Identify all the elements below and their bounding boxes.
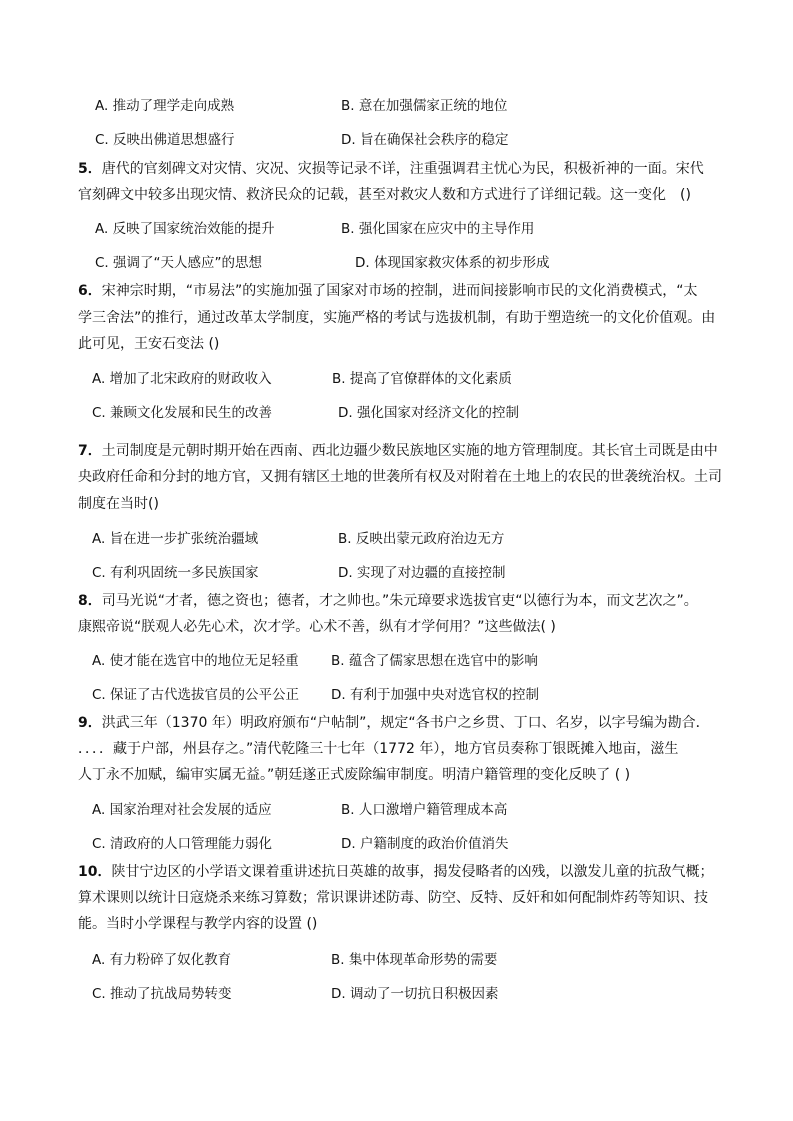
q10-text-1: 陕甘宁边区的小学语文课着重讲述抗日英雄的故事，揭发侵略者的凶残，以激发儿童的抗敌气概； (111, 864, 714, 880)
q5-stem-line-1 (78, 159, 704, 179)
q6-text-1: 宋神宗时期，“市易法”的实施加强了国家对市场的控制，进而间接影响市民的文化消费模式，“太 (101, 283, 698, 299)
q6-option-d: D. 强化国家对经济文化的控制 (338, 405, 519, 421)
q6-stem-line-3: 此可见，王安石变法 () (78, 336, 220, 352)
q7-stem-line-1 (78, 441, 718, 461)
q10-stem-line-1 (78, 862, 713, 882)
q9-option-b: B. 人口激增户籍管理成本高 (341, 802, 508, 818)
q8-stem-line-1 (78, 591, 698, 611)
q10-stem-line-3: 能。当时小学课程与教学内容的设置 () (78, 916, 318, 932)
q6-option-c: C. 兼顾文化发展和民生的改善 (92, 405, 273, 421)
q7-option-b: B. 反映出蒙元政府治边无方 (338, 531, 505, 547)
q8-text-1: 司马光说“才者，德之资也；德者，才之帅也。”朱元璋要求选拔官吏“以德行为本，而文艺次之”。 (101, 593, 698, 609)
q5-option-b: B. 强化国家在应灾中的主导作用 (341, 221, 535, 237)
q4-option-d: D. 旨在确保社会秩序的稳定 (341, 132, 509, 148)
q6-number: 6． (78, 283, 102, 299)
q7-stem-line-3: 制度在当时() (78, 496, 159, 512)
q7-stem-line-2: 央政府任命和分封的地方官，又拥有辖区土地的世袭所有权及对附着在土地上的农民的世袭统治权。土司 (78, 469, 722, 485)
q7-option-c: C. 有利巩固统一多民族国家 (92, 565, 259, 581)
q7-number: 7． (78, 443, 102, 459)
q9-number: 9． (78, 715, 102, 731)
q9-option-a: A. 国家治理对社会发展的适应 (92, 802, 272, 818)
q6-stem-line-2: 学三舍法”的推行，通过改革太学制度，实施严格的考试与选拔机制，有助于塑造统一的文化价值观。由 (78, 310, 716, 326)
q9-stem-line-1 (78, 713, 710, 733)
q10-stem-line-2: 算术课则以统计日寇烧杀来练习算数；常识课讲述防毒、防空、反特、反奸和如何配制炸药等知识、技 (78, 890, 708, 906)
q10-option-b: B. 集中体现革命形势的需要 (331, 952, 498, 968)
q4-option-b: B. 意在加强儒家正统的地位 (341, 98, 508, 114)
q10-option-d: D. 调动了一切抗日积极因素 (331, 986, 499, 1002)
q7-option-a: A. 旨在进一步扩张统治疆域 (92, 531, 259, 547)
q6-option-a: A. 增加了北宋政府的财政收入 (92, 371, 272, 387)
q8-option-d: D. 有利于加强中央对选官权的控制 (331, 687, 539, 703)
q8-option-a: A. 使才能在选官中的地位无足轻重 (92, 653, 299, 669)
q4-option-c: C. 反映出佛道思想盛行 (95, 132, 235, 148)
q6-stem-line-1 (78, 281, 698, 301)
q9-text-1: 洪武三年（1370 年）明政府颁布“户帖制”，规定“各书户之乡贯、丁口、名岁，以字号编为勘合． (101, 715, 710, 731)
q8-number: 8． (78, 593, 102, 609)
q10-option-c: C. 推动了抗战局势转变 (92, 986, 232, 1002)
q8-option-b: B. 蕴含了儒家思想在选官中的影响 (331, 653, 538, 669)
q4-option-a: A. 推动了理学走向成熟 (95, 98, 235, 114)
q9-option-c: C. 清政府的人口管理能力弱化 (92, 836, 273, 852)
q9-stem-line-2: ．．．．藏于户部，州县存之。”清代乾隆三十七年（1772 年），地方官员奏称丁银既摊入地亩，滋生 (78, 741, 679, 757)
q5-option-c: C. 强调了“天人感应”的思想 (95, 255, 262, 271)
q10-option-a: A. 有力粉碎了奴化教育 (92, 952, 232, 968)
q7-text-1: 土司制度是元朝时期开始在西南、西北边疆少数民族地区实施的地方管理制度。其长官土司既是由中 (101, 443, 718, 459)
q5-stem-line-2: 官刻碑文中较多出现灾情、救济民众的记载，甚至对救灾人数和方式进行了详细记载。这一变化 () (78, 187, 691, 203)
q5-text-1: 唐代的官刻碑文对灾情、灾况、灾损等记录不详，注重强调君主忧心为民，积极祈神的一面。宋代 (101, 161, 704, 177)
q9-option-d: D. 户籍制度的政治价值消失 (341, 836, 509, 852)
q8-stem-line-2: 康熙帝说“朕观人必先心术，次才学。心术不善，纵有才学何用？”这些做法( ) (78, 619, 556, 635)
q5-option-a: A. 反映了国家统治效能的提升 (95, 221, 275, 237)
q5-number: 5． (78, 161, 102, 177)
q8-option-c: C. 保证了古代选拔官员的公平公正 (92, 687, 300, 703)
q5-option-d: D. 体现国家救灾体系的初步形成 (355, 255, 550, 271)
q6-option-b: B. 提高了官僚群体的文化素质 (332, 371, 512, 387)
q10-number: 10． (78, 864, 112, 880)
q7-option-d: D. 实现了对边疆的直接控制 (338, 565, 506, 581)
q9-stem-line-3: 人丁永不加赋，编审实属无益。”朝廷遂正式废除编审制度。明清户籍管理的变化反映了 ( ) (78, 767, 631, 783)
